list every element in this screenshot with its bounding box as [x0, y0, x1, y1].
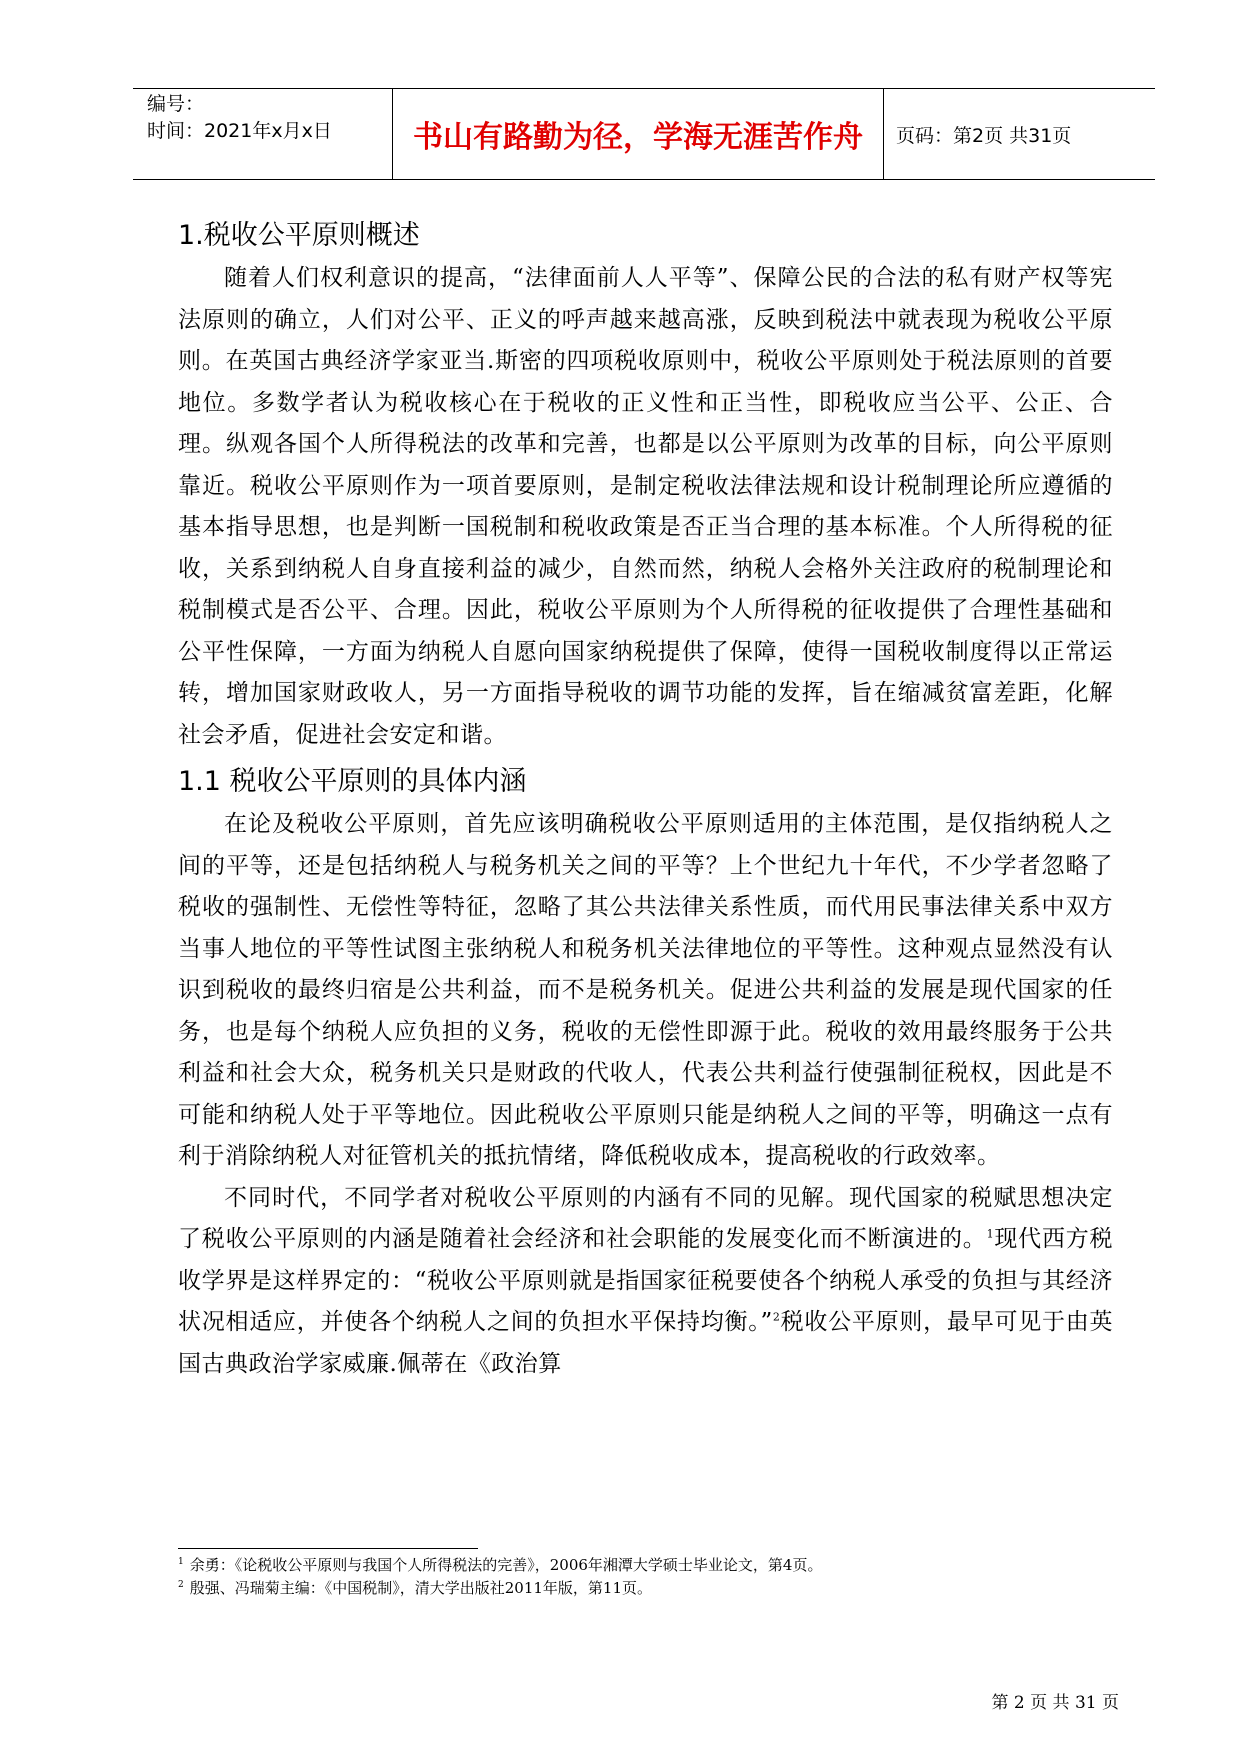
footnote-mark: 1 — [178, 1557, 184, 1567]
section-1-1-title: 1.1 税收公平原则的具体内涵 — [178, 766, 527, 797]
document-header — [133, 88, 1155, 180]
header-page-code: 页码：第2页 共31页 — [896, 124, 1072, 147]
section-1-1-paragraph-1: 在论及税收公平原则，首先应该明确税收公平原则适用的主体范围，是仅指纳税人之间的平等，还是包括纳税人与税务机关之间的平等？上个世纪九十年代，不少学者忽略了税收的强制性、无偿性等特征，忽略了其公共法律关系性质，而代用民事法律关系中双方当事人地位的平等性试图主张纳税人和税务机关法律地位的平等性。这种观点显然没有认识到税收的最终归宿是公共利益，而不是税务机关。促进公共利益的发展是现代国家的任务，也是每个纳税人应负担的义务，税收的无偿性即源于此。税收的效用最终服务于公共利益和社会大众，税务机关只是财政的代收人，代表公共利益行使强制征税权，因此是不可能和纳税人处于平等地位。因此税收公平原则只能是纳税人之间的平等，明确这一点有利于消除纳税人对征管机关的抵抗情绪，降低税收成本，提高税收的行政效率。 — [178, 811, 1113, 1169]
footnote-mark: 2 — [178, 1580, 184, 1590]
paragraph-text: 不同时代，不同学者对税收公平原则的内涵有不同的见解。现代国家的税赋思想决定了税收公平原则的内涵是随着社会经济和社会职能的发展变化而不断演进的。 — [178, 1184, 1113, 1252]
paragraph-text: 现代西方税收学界是这样界定的：“税收公平原则就是指国家征税要使各个纳税人承受的负担与其经济状况相适应，并使各个纳税人之间的负担水平保持均衡。” — [178, 1226, 1114, 1335]
footnote-item — [178, 1554, 822, 1577]
header-motto: 书山有路勤为径，学海无涯苦作舟 — [393, 89, 884, 179]
header-number: 编号： — [147, 93, 205, 115]
footnote-marker[interactable]: 1 — [986, 1227, 995, 1241]
footnotes — [178, 1554, 822, 1600]
document-body — [178, 214, 1113, 1385]
footnote-divider — [178, 1548, 478, 1549]
footnote-item — [178, 1577, 822, 1600]
section-1-1-paragraph-2 — [178, 1178, 1113, 1386]
section-1-title: 1.税收公平原则概述 — [178, 220, 420, 251]
paragraph-text: 税收公平原则，最早可见于由英国古典政治学家威廉.佩蒂在《政治算 — [178, 1309, 1114, 1377]
footnote-text: 余勇：《论税收公平原则与我国个人所得税法的完善》，2006年湘潭大学硕士毕业论文，第4页。 — [189, 1556, 823, 1574]
section-1-paragraph: 随着人们权利意识的提高，“法律面前人人平等”、保障公民的合法的私有财产权等宪法原则的确立，人们对公平、正义的呼声越来越高涨，反映到税法中就表现为税收公平原则。在英国古典经济学家亚当.斯密的四项税收原则中，税收公平原则处于税法原则的首要地位。多数学者认为税收核心在于税收的正义性和正当性，即税收应当公平、公正、合理。纵观各国个人所得税法的改革和完善，也都是以公平原则为改革的目标，向公平原则靠近。税收公平原则作为一项首要原则，是制定税收法律法规和设计税制理论所应遵循的基本指导思想，也是判断一国税制和税收政策是否正当合理的基本标准。个人所得税的征收，关系到纳税人自身直接利益的减少，自然而然，纳税人会格外关注政府的税制理论和税制模式是否公平、合理。因此，税收公平原则为个人所得税的征收提供了合理性基础和公平性保障，一方面为纳税人自愿向国家纳税提供了保障，使得一国税收制度得以正常运转，增加国家财政收人，另一方面指导税收的调节功能的发挥，旨在缩减贫富差距，化解社会矛盾，促进社会安定和谐。 — [178, 265, 1113, 748]
header-time: 时间：2021年x月x日 — [147, 120, 332, 142]
footnote-text: 殷强、冯瑞菊主编：《中国税制》，清大学出版社2011年版，第11页。 — [189, 1579, 652, 1597]
footnote-marker[interactable]: 2 — [772, 1310, 781, 1324]
page-number-footer: 第 2 页 共 31 页 — [991, 1693, 1119, 1713]
header-meta — [133, 89, 393, 179]
